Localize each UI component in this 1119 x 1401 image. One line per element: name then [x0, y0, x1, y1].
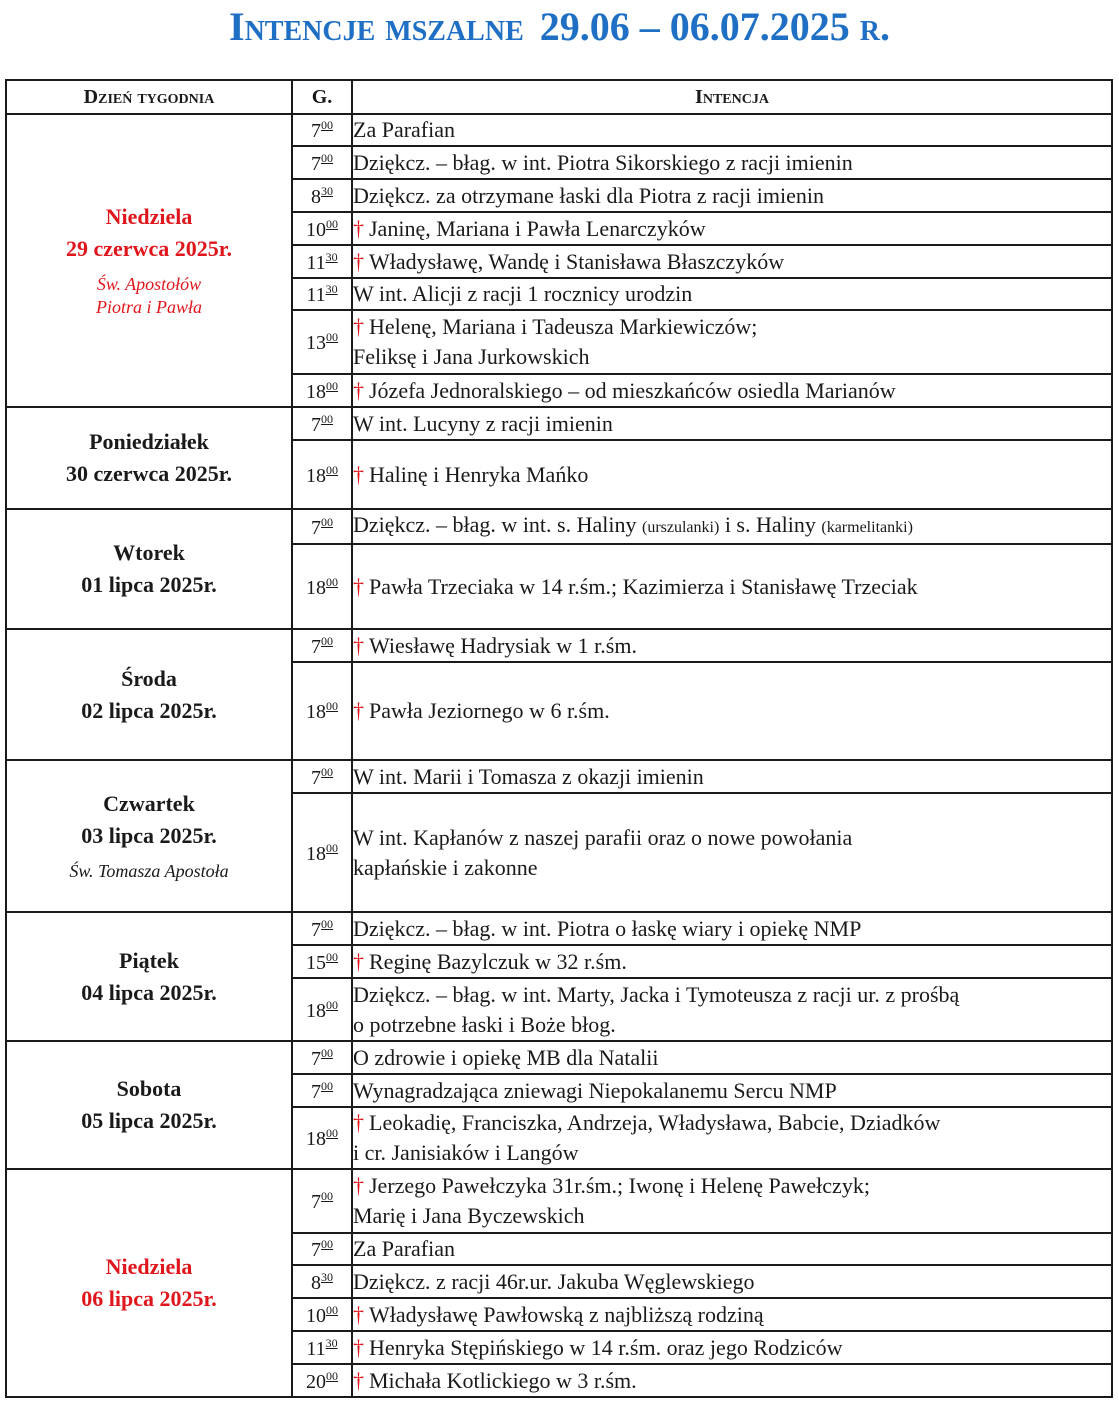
- day-cell: [6, 912, 292, 1041]
- mass-minutes: 30: [325, 1335, 338, 1350]
- mass-hour: $13^{00}$: [292, 310, 352, 374]
- intention-text: Dziękcz. – błag. w int. Piotra o łaskę wiary i opiekę NMP: [352, 912, 1112, 945]
- mass-minutes: 00: [321, 118, 333, 132]
- day-date: 03 lipca 2025r.: [81, 823, 217, 849]
- day-note: Św. Apostołów Piotra i Pawła: [95, 274, 202, 318]
- cross-icon: †: [353, 948, 364, 974]
- table-row: [6, 407, 1112, 440]
- page-title: [0, 0, 1119, 58]
- table-row: [6, 1041, 1112, 1074]
- day-date: 06 lipca 2025r.: [81, 1286, 217, 1311]
- table-row: [6, 760, 1112, 793]
- day-name: Wtorek: [113, 540, 185, 566]
- intention-text: † Józefa Jednoralskiego – od mieszkańców osiedla Marianów: [352, 374, 1112, 407]
- day-name: Czwartek: [103, 791, 195, 817]
- day-date: 30 czerwca 2025r.: [66, 461, 232, 486]
- mass-minutes: 00: [321, 1189, 333, 1203]
- table-row: [6, 509, 1112, 544]
- mass-minutes: 30: [321, 1269, 333, 1284]
- mass-minutes: 00: [326, 840, 338, 855]
- table-row: [6, 114, 1112, 146]
- mass-hour: $7^{00}$: [292, 629, 352, 662]
- cross-icon: †: [353, 573, 364, 599]
- intention-text: W int. Marii i Tomasza z okazji imienin: [352, 760, 1112, 793]
- mass-minutes: 00: [326, 1302, 338, 1317]
- mass-minutes: 00: [321, 514, 333, 529]
- mass-minutes: 00: [321, 916, 333, 931]
- mass-minutes: 00: [326, 216, 338, 231]
- intention-text: O zdrowie i opiekę MB dla Natalii: [352, 1041, 1112, 1074]
- header-hour: G.: [292, 80, 352, 114]
- cross-icon: †: [353, 1367, 364, 1393]
- title-suffix: r.: [859, 4, 890, 49]
- intention-text: Za Parafian: [352, 1233, 1112, 1265]
- table-row: [6, 1169, 1112, 1233]
- mass-minutes: 00: [326, 699, 338, 713]
- title-dates: 29.06 – 06.07.2025: [539, 4, 850, 49]
- day-cell: [6, 114, 292, 407]
- cross-icon: †: [353, 314, 364, 339]
- day-note: Św. Tomasza Apostoła: [69, 861, 229, 882]
- intention-text: † Leokadię, Franciszka, Andrzeja, Władysława, Babcie, Dziadków i cr. Janisiaków i Langów: [352, 1107, 1112, 1169]
- mass-hour: $18^{00}$: [292, 374, 352, 407]
- day-date: 01 lipca 2025r.: [81, 572, 217, 597]
- intention-text: † Reginę Bazylczuk w 32 r.śm.: [352, 945, 1112, 978]
- cross-icon: †: [353, 698, 364, 723]
- intentions-table: [5, 79, 1113, 1398]
- intention-text: Dziękcz. – błag. w int. Piotra Sikorskiego z racji imienin: [352, 146, 1112, 179]
- mass-hour: $7^{00}$: [292, 1074, 352, 1107]
- cross-icon: †: [353, 461, 364, 487]
- mass-minutes: 00: [326, 1368, 338, 1383]
- mass-minutes: 00: [326, 330, 338, 344]
- mass-minutes: 00: [326, 378, 338, 393]
- intention-text: Dziękcz. – błag. w int. Marty, Jacka i Tymoteusza z racji ur. z prośbą o potrzebne łaski i Boże błog.: [352, 978, 1112, 1041]
- intention-text: † Michała Kotlickiego w 3 r.śm.: [352, 1364, 1112, 1397]
- mass-minutes: 00: [326, 949, 338, 964]
- day-date: 29 czerwca 2025r.: [66, 236, 232, 262]
- intention-text: † Władysławę, Wandę i Stanisława Błaszczyków: [352, 245, 1112, 278]
- intention-note: (karmelitanki): [821, 519, 913, 536]
- day-date: 02 lipca 2025r.: [81, 697, 217, 723]
- header-day: Dzień tygodnia: [6, 80, 292, 114]
- day-cell: [6, 760, 292, 912]
- cross-icon: †: [353, 215, 364, 241]
- mass-minutes: 00: [321, 150, 333, 165]
- mass-minutes: 00: [321, 764, 333, 779]
- mass-minutes: 30: [325, 249, 338, 264]
- intention-text: Wynagradzająca zniewagi Niepokalanemu Sercu NMP: [352, 1074, 1112, 1107]
- mass-hour: $7^{00}$: [292, 1233, 352, 1265]
- intention-text: † Władysławę Pawłowską z najbliższą rodziną: [352, 1298, 1112, 1331]
- mass-hour: $10^{00}$: [292, 1298, 352, 1331]
- mass-hour: $11^{30}$: [292, 1331, 352, 1364]
- day-name: Niedziela: [105, 204, 193, 230]
- intentions-body: [6, 114, 1112, 1397]
- intention-text: † Henryka Stępińskiego w 14 r.śm. oraz jego Rodziców: [352, 1331, 1112, 1364]
- mass-hour: $7^{00}$: [292, 146, 352, 179]
- day-name: Środa: [121, 665, 177, 691]
- mass-minutes: 30: [321, 183, 333, 198]
- day-cell: [6, 509, 292, 629]
- intention-text: Dziękcz. – błag. w int. s. Haliny (urszulanki) i s. Haliny (karmelitanki): [352, 509, 1112, 544]
- intention-text: † Helenę, Mariana i Tadeusza Markiewiczów; Feliksę i Jana Jurkowskich: [352, 310, 1112, 374]
- mass-hour: $7^{00}$: [292, 407, 352, 440]
- mass-hour: $18^{00}$: [292, 662, 352, 760]
- day-cell: [6, 407, 292, 509]
- mass-minutes: 00: [326, 997, 338, 1012]
- cross-icon: †: [353, 1173, 364, 1198]
- mass-minutes: 00: [326, 462, 338, 477]
- cross-icon: †: [353, 248, 364, 274]
- intention-note: (urszulanki): [642, 519, 720, 536]
- intention-text: W int. Kapłanów z naszej parafii oraz o nowe powołania kapłańskie i zakonne: [352, 793, 1112, 912]
- mass-minutes: 00: [326, 1126, 338, 1140]
- day-cell: [6, 1041, 292, 1169]
- intention-text: † Wiesławę Hadrysiak w 1 r.śm.: [352, 629, 1112, 662]
- day-cell: [6, 1169, 292, 1397]
- title-main: Intencje mszalne: [229, 4, 524, 49]
- mass-hour: $8^{30}$: [292, 1265, 352, 1298]
- day-date: 04 lipca 2025r.: [81, 979, 217, 1005]
- mass-hour: $18^{00}$: [292, 793, 352, 912]
- cross-icon: †: [353, 1301, 364, 1327]
- cross-icon: †: [353, 632, 364, 658]
- day-name: Poniedziałek: [89, 429, 209, 455]
- mass-hour: $11^{30}$: [292, 278, 352, 310]
- table-row: [6, 629, 1112, 662]
- mass-minutes: 00: [321, 633, 333, 648]
- mass-minutes: 00: [321, 411, 333, 426]
- intention-text: † Halinę i Henryka Mańko: [352, 440, 1112, 509]
- day-name: Sobota: [116, 1076, 182, 1102]
- intention-text: W int. Lucyny z racji imienin: [352, 407, 1112, 440]
- cross-icon: †: [353, 1334, 364, 1360]
- day-name: Piątek: [119, 947, 179, 973]
- header-row: [6, 80, 1112, 114]
- mass-hour: $18^{00}$: [292, 1107, 352, 1169]
- mass-hour: $7^{00}$: [292, 912, 352, 945]
- intention-text: † Janinę, Mariana i Pawła Lenarczyków: [352, 212, 1112, 245]
- intention-text: W int. Alicji z racji 1 rocznicy urodzin: [352, 278, 1112, 310]
- header-intention: Intencja: [352, 80, 1112, 114]
- mass-hour: $8^{30}$: [292, 179, 352, 212]
- intention-text: † Jerzego Pawełczyka 31r.śm.; Iwonę i Helenę Pawełczyk; Marię i Jana Byczewskich: [352, 1169, 1112, 1233]
- intention-text: † Pawła Jeziornego w 6 r.śm.: [352, 662, 1112, 760]
- cross-icon: †: [353, 377, 364, 403]
- intention-text: Dziękcz. z racji 46r.ur. Jakuba Węglewskiego: [352, 1265, 1112, 1298]
- intention-text: Za Parafian: [352, 114, 1112, 146]
- mass-hour: $7^{00}$: [292, 114, 352, 146]
- mass-hour: $18^{00}$: [292, 978, 352, 1041]
- mass-minutes: 00: [321, 1237, 333, 1251]
- mass-minutes: 00: [326, 574, 338, 589]
- mass-hour: $7^{00}$: [292, 1041, 352, 1074]
- mass-hour: $18^{00}$: [292, 440, 352, 509]
- table-row: [6, 912, 1112, 945]
- day-cell: [6, 629, 292, 760]
- intention-text: † Pawła Trzeciaka w 14 r.śm.; Kazimierza i Stanisławę Trzeciak: [352, 544, 1112, 629]
- day-date: 05 lipca 2025r.: [81, 1108, 217, 1133]
- mass-hour: $11^{30}$: [292, 245, 352, 278]
- mass-hour: $7^{00}$: [292, 760, 352, 793]
- day-name: Niedziela: [105, 1254, 193, 1280]
- cross-icon: †: [353, 1110, 364, 1135]
- mass-hour: $7^{00}$: [292, 1169, 352, 1233]
- mass-hour: $20^{00}$: [292, 1364, 352, 1397]
- intention-text: Dziękcz. za otrzymane łaski dla Piotra z racji imienin: [352, 179, 1112, 212]
- mass-hour: $15^{00}$: [292, 945, 352, 978]
- mass-minutes: 00: [321, 1045, 333, 1060]
- mass-minutes: 30: [325, 282, 338, 296]
- mass-hour: $18^{00}$: [292, 544, 352, 629]
- mass-hour: $10^{00}$: [292, 212, 352, 245]
- mass-minutes: 00: [321, 1078, 333, 1093]
- mass-hour: $7^{00}$: [292, 509, 352, 544]
